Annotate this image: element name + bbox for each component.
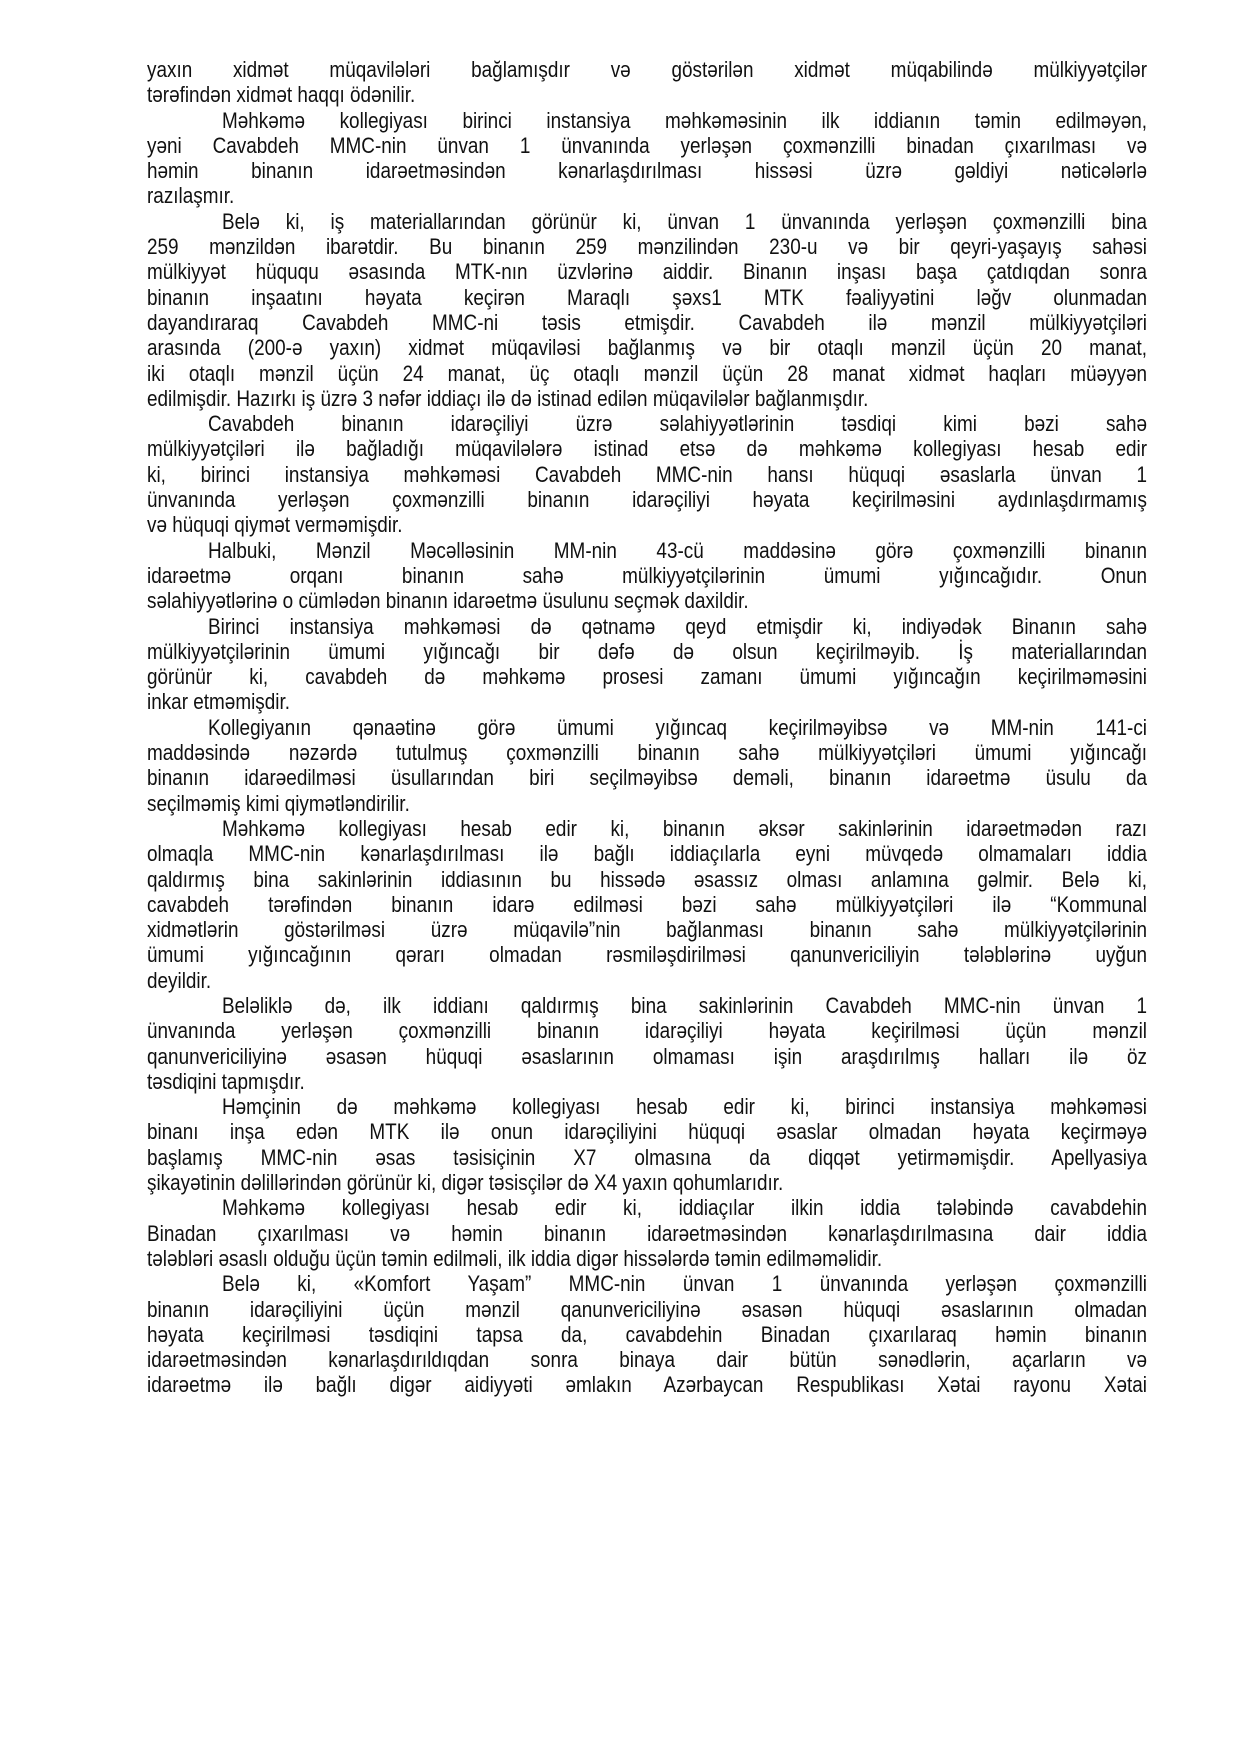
paragraph <box>147 715 1147 816</box>
text-line <box>147 285 1147 310</box>
paragraph <box>147 57 1147 108</box>
text-line-content: Halbuki, Mənzil Məcəlləsinin MM-nin 43-cü maddəsinə görə çoxmənzilli binanın <box>208 537 1147 563</box>
text-line <box>147 1145 1147 1170</box>
text-line-content: idarəetməsindən kənarlaşdırıldıqdan sonra binaya dair bütün sənədlərin, açarların və <box>147 1347 1148 1373</box>
text-line-content: təsdiqini tapmışdır. <box>147 1068 305 1094</box>
text-line-content: şikayətinin dəlillərindən görünür ki, digər təsisçilər də X4 yaxın qohumlarıdır. <box>147 1170 784 1196</box>
text-line-content: qanunvericiliyinə əsasən hüquqi əsaslarının olmaması işin araşdırılmış halları ilə öz <box>147 1043 1147 1069</box>
text-line <box>147 1221 1147 1246</box>
text-line-content: Beləliklə də, ilk iddianı qaldırmış bina sakinlərinin Cavabdeh MMC-nin ünvan 1 <box>222 992 1148 1018</box>
text-line <box>147 183 1147 208</box>
paragraph <box>147 209 1147 411</box>
text-line-content: maddəsində nəzərdə tutulmuş çoxmənzilli binanın sahə mülkiyyətçiləri ümumi yığıncağı <box>147 740 1148 766</box>
text-line-content: Belə ki, iş materiallarından görünür ki, ünvan 1 ünvanında yerləşən çoxmənzilli bina <box>222 208 1147 234</box>
text-line-content: Məhkəmə kollegiyası hesab edir ki, iddiaçılar ilkin iddia tələbində cavabdehin <box>222 1195 1147 1221</box>
paragraph <box>147 538 1147 614</box>
text-line <box>147 715 1147 740</box>
text-line <box>147 588 1147 613</box>
text-line-content: mülkiyyətçiləri ilə bağladığı müqavilələrə istinad etsə də məhkəmə kollegiyası hesab edir <box>147 436 1147 462</box>
text-line-content: yaxın xidmət müqavilələri bağlamışdır və göstərilən xidmət müqabilində mülkiyyətçilər <box>147 57 1148 82</box>
text-line <box>147 841 1147 866</box>
text-line <box>147 664 1147 689</box>
text-line <box>147 1297 1147 1322</box>
text-line-content: tələbləri əsaslı olduğu üçün təmin edilməli, ilk iddia digər hissələrdə təmin edilməməlidir. <box>147 1245 883 1271</box>
text-line-content: Məhkəmə kollegiyası hesab edir ki, binanın əksər sakinlərinin idarəetmədən razı <box>222 815 1147 841</box>
text-line <box>147 57 1147 82</box>
text-line-content: Kollegiyanın qənaətinə görə ümumi yığıncaq keçirilməyibsə və MM-nin 141-ci <box>208 714 1147 740</box>
text-line <box>147 968 1147 993</box>
text-line <box>147 563 1147 588</box>
text-line <box>147 1069 1147 1094</box>
text-line <box>147 310 1147 335</box>
text-line-content: idarəetmə ilə bağlı digər aidiyyəti əmlakın Azərbaycan Respublikası Xətai rayonu Xətai <box>147 1372 1148 1398</box>
document-page <box>147 57 1147 1398</box>
text-line <box>147 993 1147 1018</box>
text-line <box>147 82 1147 107</box>
text-line-content: ümumi yığıncağının qərarı olmadan rəsmiləşdirilməsi qanunvericiliyin tələblərinə uyğun <box>147 942 1147 968</box>
text-line <box>147 1094 1147 1119</box>
text-line-content: Belə ki, «Komfort Yaşam” MMC-nin ünvan 1 ünvanında yerləşən çoxmənzilli <box>222 1271 1148 1297</box>
text-line-content: ünvanında yerləşən çoxmənzilli binanın idarəçiliyi həyata keçirilməsini aydınlaşdırmamış <box>147 487 1148 513</box>
text-line-content: edilmişdir. Hazırkı iş üzrə 3 nəfər iddiaçı ilə də istinad edilən müqavilələr bağlanmışdır. <box>147 385 869 411</box>
text-line-content: mülkiyyətçilərinin ümumi yığıncağı bir dəfə də olsun keçirilməyib. İş materiallarından <box>147 638 1147 664</box>
text-line-content: binanın idarəçiliyini üçün mənzil qanunvericiliyinə əsasən hüquqi əsaslarının olmadan <box>147 1296 1148 1322</box>
text-line <box>147 335 1147 360</box>
text-line <box>147 639 1147 664</box>
text-line-content: olmaqla MMC-nin kənarlaşdırılması ilə bağlı iddiaçılarla eyni müvqedə olmamaları iddia <box>147 841 1147 867</box>
text-line <box>147 386 1147 411</box>
text-line <box>147 209 1147 234</box>
paragraph <box>147 816 1147 993</box>
text-line-content: binanın idarəedilməsi üsullarından biri seçilməyibsə deməli, binanın idarəetmə üsulu da <box>147 765 1148 791</box>
text-line-content: 259 mənzildən ibarətdir. Bu binanın 259 mənzilindən 230-u və bir qeyri-yaşayış sahəsi <box>147 234 1148 260</box>
text-line-content: yəni Cavabdeh MMC-nin ünvan 1 ünvanında yerləşən çoxmənzilli binadan çıxarılması və <box>147 132 1147 158</box>
text-line-content: qaldırmış bina sakinlərinin iddiasının bu hissədə əsassız olması anlamına gəlmir. Belə ki, <box>147 866 1148 892</box>
text-line-content: inkar etməmişdir. <box>147 689 291 715</box>
text-line <box>147 538 1147 563</box>
text-line-content: binanın inşaatını həyata keçirən Maraqlı şəxs1 MTK fəaliyyətini ləğv olunmadan <box>147 284 1148 310</box>
paragraph <box>147 993 1147 1094</box>
text-line-content: həyata keçirilməsi təsdiqini tapsa da, cavabdehin Binadan çıxarılaraq həmin binanın <box>147 1321 1148 1347</box>
text-line <box>147 1119 1147 1144</box>
text-line <box>147 867 1147 892</box>
text-line <box>147 1271 1147 1296</box>
text-line-content: Birinci instansiya məhkəməsi də qətnamə qeyd etmişdir ki, indiyədək Binanın sahə <box>208 613 1147 639</box>
text-line-content: cavabdeh tərəfindən binanın idarə edilməsi bəzi sahə mülkiyyətçiləri ilə “Kommunal <box>147 891 1148 917</box>
text-line <box>147 411 1147 436</box>
text-line <box>147 1246 1147 1271</box>
text-line <box>147 892 1147 917</box>
text-line <box>147 942 1147 967</box>
text-line <box>147 133 1147 158</box>
text-line-content: iki otaqlı mənzil üçün 24 manat, üç otaqlı mənzil üçün 28 manat xidmət haqları müəyyən <box>147 360 1148 386</box>
text-line-content: arasında (200-ə yaxın) xidmət müqaviləsi bağlanmış və bir otaqlı mənzil üçün 20 manat, <box>147 335 1147 361</box>
paragraph <box>147 411 1147 537</box>
text-line <box>147 462 1147 487</box>
text-line-content: Binadan çıxarılması və həmin binanın idarəetməsindən kənarlaşdırılmasına dair iddia <box>147 1220 1147 1246</box>
text-line <box>147 816 1147 841</box>
text-line <box>147 1372 1147 1397</box>
text-line-content: Məhkəmə kollegiyası birinci instansiya məhkəməsinin ilk iddianın təmin edilməyən, <box>222 107 1147 133</box>
text-line <box>147 1347 1147 1372</box>
text-line-content: başlamış MMC-nin əsas təsisiçinin X7 olmasına da diqqət yetirməmişdir. Apellyasiya <box>147 1144 1148 1170</box>
paragraph <box>147 1195 1147 1271</box>
text-line <box>147 689 1147 714</box>
text-line <box>147 614 1147 639</box>
text-line-content: səlahiyyətlərinə o cümlədən binanın idarəetmə üsulunu seçmək daxildir. <box>147 588 749 614</box>
text-line-content: idarəetmə orqanı binanın sahə mülkiyyətçilərinin ümumi yığıncağıdır. Onun <box>147 562 1148 588</box>
text-line <box>147 487 1147 512</box>
text-line-content: mülkiyyət hüququ əsasında MTK-nın üzvlərinə aiddir. Binanın inşası başa çatdıqdan sonra <box>147 259 1147 285</box>
paragraph <box>147 1094 1147 1195</box>
text-line <box>147 259 1147 284</box>
text-line-content: binanı inşa edən MTK ilə onun idarəçiliyini hüquqi əsaslar olmadan həyata keçirməyə <box>147 1119 1148 1145</box>
text-line-content: tərəfindən xidmət haqqı ödənilir. <box>147 82 416 108</box>
text-line <box>147 1322 1147 1347</box>
text-line-content: Həmçinin də məhkəmə kollegiyası hesab edir ki, birinci instansiya məhkəməsi <box>222 1094 1147 1120</box>
text-line <box>147 765 1147 790</box>
text-line-content: dayandıraraq Cavabdeh MMC-ni təsis etmişdir. Cavabdeh ilə mənzil mülkiyyətçiləri <box>147 309 1147 335</box>
text-line <box>147 361 1147 386</box>
text-line <box>147 1018 1147 1043</box>
text-line <box>147 436 1147 461</box>
text-line-content: həmin binanın idarəetməsindən kənarlaşdırılması hissəsi üzrə gəldiyi nəticələrlə <box>147 158 1148 184</box>
text-line <box>147 108 1147 133</box>
text-line-content: seçilməmiş kimi qiymətləndirilir. <box>147 790 410 816</box>
text-line <box>147 740 1147 765</box>
text-line-content: deyildir. <box>147 967 212 993</box>
text-line <box>147 1044 1147 1069</box>
paragraph <box>147 1271 1147 1397</box>
text-line-content: Cavabdeh binanın idarəçiliyi üzrə səlahiyyətlərinin təsdiqi kimi bəzi sahə <box>208 411 1147 437</box>
text-line-content: görünür ki, cavabdeh də məhkəmə prosesi zamanı ümumi yığıncağın keçirilməməsini <box>147 664 1148 690</box>
text-line <box>147 1170 1147 1195</box>
text-line <box>147 158 1147 183</box>
text-line <box>147 234 1147 259</box>
text-line-content: razılaşmır. <box>147 183 235 209</box>
text-line <box>147 917 1147 942</box>
text-line-content: ki, birinci instansiya məhkəməsi Cavabdeh MMC-nin hansı hüquqi əsaslarla ünvan 1 <box>147 461 1147 487</box>
paragraph <box>147 614 1147 715</box>
text-line-content: xidmətlərin göstərilməsi üzrə müqavilə”nin bağlanması binanın sahə mülkiyyətçilərinin <box>147 917 1148 943</box>
text-line <box>147 512 1147 537</box>
text-line-content: və hüquqi qiymət verməmişdir. <box>147 512 403 538</box>
paragraph <box>147 108 1147 209</box>
text-line <box>147 1195 1147 1220</box>
text-line-content: ünvanında yerləşən çoxmənzilli binanın idarəçiliyi həyata keçirilməsi üçün mənzil <box>147 1018 1147 1044</box>
text-line <box>147 791 1147 816</box>
